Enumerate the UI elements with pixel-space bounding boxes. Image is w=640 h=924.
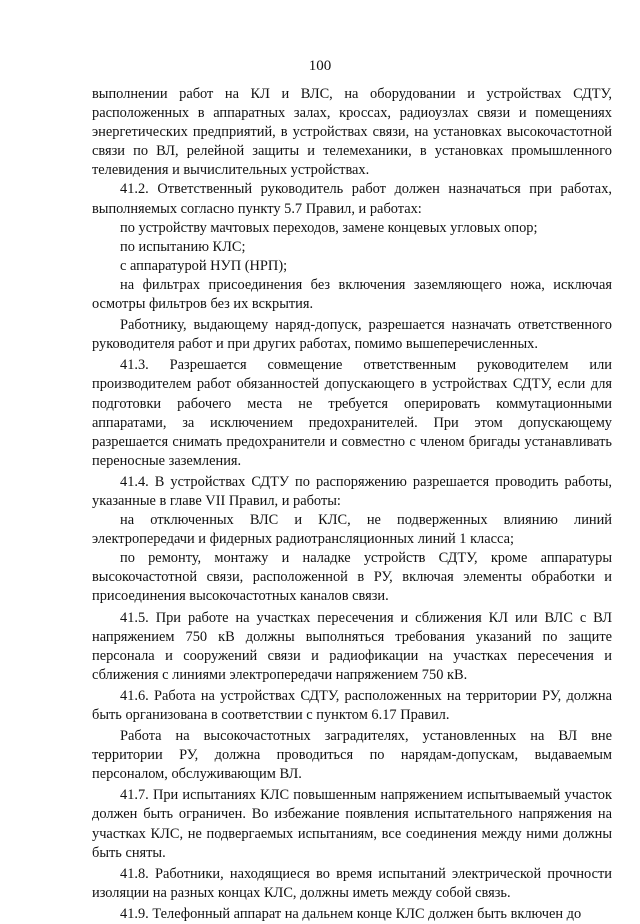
paragraph-work-permit-issuer: Работнику, выдающему наряд-допуск, разрешается назначать ответственного руководителя работ и при других работах, помимо вышеперечисленных.	[92, 317, 612, 353]
list-item-connection-filters: на фильтрах присоединения без включения заземляющего ножа, исключая осмотры фильтров без их вскрытия.	[92, 276, 612, 313]
paragraph-hf-traps: Работа на высокочастотных заградителях, установленных на ВЛ вне территории РУ, должна проводиться по нарядам-допускам, выдаваемым персоналом, обслуживающим ВЛ.	[92, 728, 612, 783]
paragraph-41-5: 41.5. При работе на участках пересечения и сближения КЛ или ВЛС с ВЛ напряжением 750 кВ должны выполняться требования указаний по защите персонала и сооружений связи и радиофикации на участках пересечения и сближения с линиями электропередачи напряжением 750 кВ.	[92, 609, 612, 683]
paragraph-continuation: выполнении работ на КЛ и ВЛС, на оборудовании и устройствах СДТУ, расположенных в аппаратных залах, кроссах, радиоузлах связи и помещениях энергетических предприятий, в устройствах связи, на установках высокочастотной связи по ВЛ, релейной защиты и телемеханики, в установках промышленного телевидения и вычислительных устройствах.	[92, 86, 612, 179]
page-number: 100	[308, 58, 332, 74]
paragraph-41-8: 41.8. Работники, находящиеся во время испытаний электрической прочности изоляции на разных концах КЛС, должны иметь между собой связь.	[92, 865, 612, 901]
paragraph-41-6: 41.6. Работа на устройствах СДТУ, расположенных на территории РУ, должна быть организована в соответствии с пунктом 6.17 Правил.	[92, 687, 612, 723]
document-body	[92, 85, 612, 924]
paragraph-41-9: 41.9. Телефонный аппарат на дальнем конце КЛС должен быть включен до	[120, 905, 582, 922]
list-item-disconnected-lines: на отключенных ВЛС и КЛС, не подверженных влиянию линий электропередачи и фидерных радиотрансляционных линий 1 класса;	[92, 512, 612, 548]
paragraph-41-3: 41.3. Разрешается совмещение ответственным руководителем или производителем работ обязанностей допускающего в устройствах СДТУ, если для подготовки рабочего места не требуется оперировать коммутационными аппаратами, за исключением предохранителей. При этом допускающему разрешается снимать предохранители и совместно с членом бригады устанавливать переносные заземления.	[92, 357, 612, 469]
list-item-mast-crossings: по устройству мачтовых переходов, замене концевых угловых опор;	[120, 219, 538, 236]
paragraph-41-4: 41.4. В устройствах СДТУ по распоряжению разрешается проводить работы, указанные в главе VII Правил, и работы:	[92, 473, 612, 509]
paragraph-41-7: 41.7. При испытаниях КЛС повышенным напряжением испытываемый участок должен быть ограничен. Во избежание появления испытательного напряжения на участках КЛС, не подвергаемых испытаниям, все соединения между ними должны быть сняты.	[92, 787, 612, 861]
list-item-repair-installation: по ремонту, монтажу и наладке устройств СДТУ, кроме аппаратуры высокочастотной связи, расположенной в РУ, включая элементы обработки и присоединения высокочастотных каналов связи.	[92, 550, 612, 605]
list-item-kls-testing: по испытанию КЛС;	[120, 238, 246, 255]
paragraph-41-2: 41.2. Ответственный руководитель работ должен назначаться при работах, выполняемых согласно пункту 5.7 Правил, и работах:	[92, 181, 612, 217]
list-item-nup-equipment: с аппаратурой НУП (НРП);	[120, 257, 288, 274]
